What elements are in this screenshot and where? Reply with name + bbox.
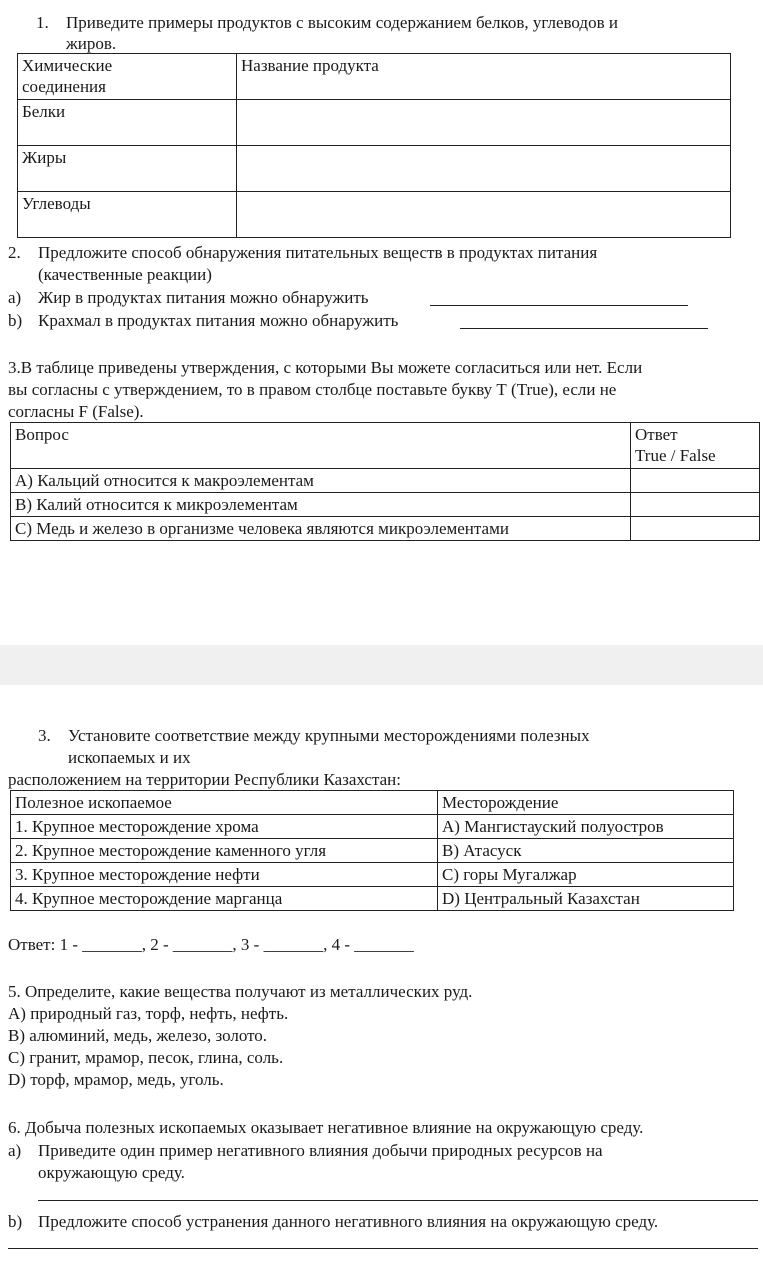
q3-header-answer-line2: True / False (635, 446, 716, 465)
q1-text-line2: жиров. (66, 34, 117, 53)
q5-option-b[interactable]: В) алюминий, медь, железо, золото. (8, 1026, 268, 1045)
q1-row-carbs: Углеводы (18, 192, 237, 238)
q2-b-label: b) (8, 311, 23, 330)
q1-answer-cell[interactable] (237, 100, 731, 146)
q3b-deposit: А) Мангистауский полуостров (438, 815, 734, 839)
q1-header-col2: Название продукта (237, 54, 731, 100)
q3b-text-line2: ископаемых и их (68, 748, 191, 767)
q3-statement: В) Калий относится к микроэлементам (11, 493, 631, 517)
q3-header-answer (631, 423, 760, 469)
q5-option-c[interactable]: С) гранит, мрамор, песок, глина, соль. (8, 1048, 284, 1067)
q3b-mineral: 1. Крупное месторождение хрома (11, 815, 438, 839)
q1-number: 1. (36, 13, 49, 32)
q1-header-col1 (18, 54, 237, 100)
q3b-header-mineral: Полезное ископаемое (11, 791, 438, 815)
q3b-mineral: 3. Крупное месторождение нефти (11, 863, 438, 887)
q1-header-col1-line1: Химические (22, 56, 113, 75)
q6-b-answer-line[interactable] (8, 1236, 758, 1249)
q3-header-question: Вопрос (11, 423, 631, 469)
q6-a-label: a) (8, 1141, 22, 1160)
q3b-header-deposit: Месторождение (438, 791, 734, 815)
q1-answer-cell[interactable] (237, 192, 731, 238)
q3-statement: А) Кальций относится к макроэлементам (11, 469, 631, 493)
q1-table (17, 53, 731, 238)
q5-text: 5. Определите, какие вещества получают из металлических руд. (8, 982, 473, 1001)
q2-b-text: Крахмал в продуктах питания можно обнаружить (38, 311, 399, 330)
q2-text-line1: Предложите способ обнаружения питательных веществ в продуктах питания (38, 243, 598, 262)
q3b-number: 3. (38, 726, 51, 745)
q2-text-line2: (качественные реакции) (38, 265, 212, 284)
q5-option-d[interactable]: D) торф, мрамор, медь, уголь. (8, 1070, 224, 1089)
q3-text-line1: 3.В таблице приведены утверждения, с которыми Вы можете согласиться или нет. Если (8, 358, 643, 377)
q6-a-answer-line[interactable] (38, 1188, 758, 1201)
q3-statement: С) Медь и железо в организме человека являются микроэлементами (11, 517, 631, 541)
q2-a-answer-line[interactable] (430, 288, 688, 306)
q3-answer-cell[interactable] (631, 493, 760, 517)
q3b-mineral: 2. Крупное месторождение каменного угля (11, 839, 438, 863)
q1-header-col1-line2: соединения (22, 77, 106, 96)
q3b-deposit: С) горы Мугалжар (438, 863, 734, 887)
q6-text: 6. Добыча полезных ископаемых оказывает негативное влияние на окружающую среду. (8, 1118, 644, 1137)
q3b-mineral: 4. Крупное месторождение марганца (11, 887, 438, 911)
q3-answer-cell[interactable] (631, 469, 760, 493)
q6-b-text: Предложите способ устранения данного негативного влияния на окружающую среду. (38, 1212, 659, 1231)
q3-answer-cell[interactable] (631, 517, 760, 541)
q3b-answer-line[interactable]: Ответ: 1 - _______, 2 - _______, 3 - _______, 4 - _______ (8, 935, 414, 954)
q6-b-label: b) (8, 1212, 23, 1231)
q2-a-text: Жир в продуктах питания можно обнаружить (38, 288, 369, 307)
q6-a-text-line2: окружающую среду. (38, 1163, 185, 1182)
q3b-deposit: В) Атасуск (438, 839, 734, 863)
q3b-table (10, 790, 734, 911)
q1-row-proteins: Белки (18, 100, 237, 146)
q1-answer-cell[interactable] (237, 146, 731, 192)
q1-row-fats: Жиры (18, 146, 237, 192)
q6-a-text-line1: Приведите один пример негативного влияния добычи природных ресурсов на (38, 1141, 603, 1160)
q2-b-answer-line[interactable] (460, 311, 708, 329)
q3b-text-line3: расположением на территории Республики Казахстан: (8, 770, 401, 789)
q2-a-label: a) (8, 288, 22, 307)
q3-text-line2: вы согласны с утверждением, то в правом столбце поставьте букву Т (True), если не (8, 380, 617, 399)
q5-option-a[interactable]: А) природный газ, торф, нефть, нефть. (8, 1004, 289, 1023)
q3-table (10, 422, 760, 541)
page-separator (0, 645, 763, 685)
q3-header-answer-line1: Ответ (635, 425, 678, 444)
q1-text-line1: Приведите примеры продуктов с высоким содержанием белков, углеводов и (66, 13, 618, 32)
q3-text-line3: согласны F (False). (8, 402, 144, 421)
q3b-text-line1: Установите соответствие между крупными месторождениями полезных (68, 726, 590, 745)
q3b-deposit: D) Центральный Казахстан (438, 887, 734, 911)
q2-number: 2. (8, 243, 21, 262)
